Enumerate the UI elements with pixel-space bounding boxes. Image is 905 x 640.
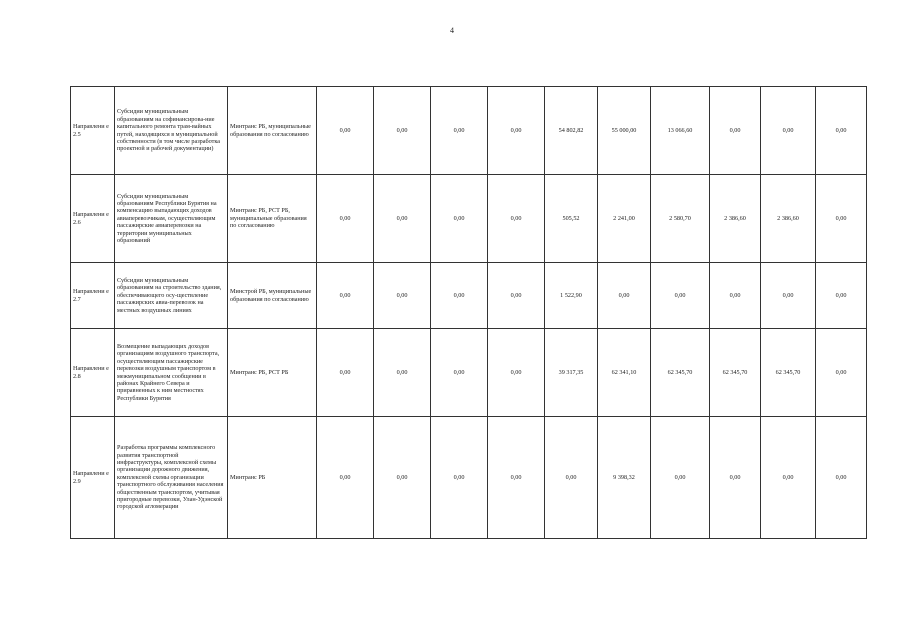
- value-cell: 0,00: [431, 417, 488, 539]
- value-cell: 0,00: [317, 87, 374, 175]
- value-cell: 13 066,60: [651, 87, 710, 175]
- value-cell: 0,00: [761, 87, 816, 175]
- funding-table: [70, 86, 867, 539]
- table-row: [71, 417, 867, 539]
- value-cell: 62 345,70: [651, 329, 710, 417]
- value-cell: 55 000,00: [598, 87, 651, 175]
- value-cell: 0,00: [317, 329, 374, 417]
- value-cell: 0,00: [816, 263, 867, 329]
- description-cell: Субсидии муниципальным образованиям на софинансирова-ние капитального ремонта трам-вайных путей, находящихся в муниципальной собственности (в том числе разработка проектной и рабочей документации): [115, 87, 228, 175]
- value-cell: 0,00: [374, 175, 431, 263]
- value-cell: 0,00: [710, 263, 761, 329]
- table-row: [71, 87, 867, 175]
- value-cell: 0,00: [761, 417, 816, 539]
- value-cell: 2 386,60: [761, 175, 816, 263]
- value-cell: 0,00: [374, 263, 431, 329]
- executor-cell: Минтранс РБ, РСТ РБ: [228, 329, 317, 417]
- value-cell: 0,00: [431, 175, 488, 263]
- executor-cell: Минтранс РБ: [228, 417, 317, 539]
- value-cell: 0,00: [374, 329, 431, 417]
- value-cell: 39 317,35: [545, 329, 598, 417]
- direction-name-cell: Направлени е 2.7: [71, 263, 115, 329]
- value-cell: 2 386,60: [710, 175, 761, 263]
- value-cell: 0,00: [816, 87, 867, 175]
- page-number: 4: [450, 26, 454, 35]
- value-cell: 62 345,70: [710, 329, 761, 417]
- value-cell: 0,00: [317, 417, 374, 539]
- value-cell: 0,00: [710, 417, 761, 539]
- value-cell: 0,00: [374, 417, 431, 539]
- table-row: [71, 175, 867, 263]
- value-cell: 9 398,32: [598, 417, 651, 539]
- value-cell: 0,00: [488, 417, 545, 539]
- description-cell: Возмещение выпадающих доходов организациям воздушного транспорта, осуществляющим пассажирские перевозки воздушным транспортом в межмуниципальном сообщении в районах Крайнего Севера и приравненных к ним местностях Республики Бурятия: [115, 329, 228, 417]
- value-cell: 0,00: [598, 263, 651, 329]
- table-row: [71, 329, 867, 417]
- value-cell: 0,00: [761, 263, 816, 329]
- value-cell: 0,00: [651, 263, 710, 329]
- value-cell: 0,00: [374, 87, 431, 175]
- value-cell: 0,00: [545, 417, 598, 539]
- direction-name-cell: Направлени е 2.8: [71, 329, 115, 417]
- value-cell: 0,00: [488, 263, 545, 329]
- value-cell: 2 580,70: [651, 175, 710, 263]
- value-cell: 0,00: [431, 87, 488, 175]
- value-cell: 0,00: [816, 175, 867, 263]
- value-cell: 0,00: [317, 175, 374, 263]
- value-cell: 0,00: [710, 87, 761, 175]
- value-cell: 62 341,10: [598, 329, 651, 417]
- value-cell: 0,00: [488, 329, 545, 417]
- description-cell: Субсидии муниципальным образованиям на строительство здания, обеспечивающего осу-ществление пассажирских авиа-перевозок на местных воздушных линиях: [115, 263, 228, 329]
- value-cell: 54 802,82: [545, 87, 598, 175]
- executor-cell: Минтранс РБ, муниципальные образования по согласованию: [228, 87, 317, 175]
- direction-name-cell: Направлени е 2.5: [71, 87, 115, 175]
- value-cell: 0,00: [488, 87, 545, 175]
- direction-name-cell: Направлени е 2.9: [71, 417, 115, 539]
- value-cell: 62 345,70: [761, 329, 816, 417]
- executor-cell: Минстрой РБ, муниципальные образования по согласованию: [228, 263, 317, 329]
- value-cell: 505,52: [545, 175, 598, 263]
- value-cell: 0,00: [816, 329, 867, 417]
- value-cell: 0,00: [431, 263, 488, 329]
- value-cell: 0,00: [488, 175, 545, 263]
- executor-cell: Минтранс РБ, РСТ РБ, муниципальные образования по согласованию: [228, 175, 317, 263]
- direction-name-cell: Направлени е 2.6: [71, 175, 115, 263]
- value-cell: 0,00: [317, 263, 374, 329]
- value-cell: 0,00: [651, 417, 710, 539]
- value-cell: 0,00: [431, 329, 488, 417]
- value-cell: 0,00: [816, 417, 867, 539]
- value-cell: 1 522,90: [545, 263, 598, 329]
- description-cell: Разработка программы комплексного развития транспортной инфраструктуры, комплексной схемы организации дорожного движения, комплексной схемы организации транспортного обслуживания населения общественным транспортом, учитывая пригородные перевозки, Улан-Удэнской городской агломерации: [115, 417, 228, 539]
- table-row: [71, 263, 867, 329]
- value-cell: 2 241,00: [598, 175, 651, 263]
- description-cell: Субсидии муниципальным образованиям Республики Бурятия на компенсацию выпадающих доходов авиаперевозчикам, осуществляющим пассажирские авиаперевозки на территории муниципальных образований: [115, 175, 228, 263]
